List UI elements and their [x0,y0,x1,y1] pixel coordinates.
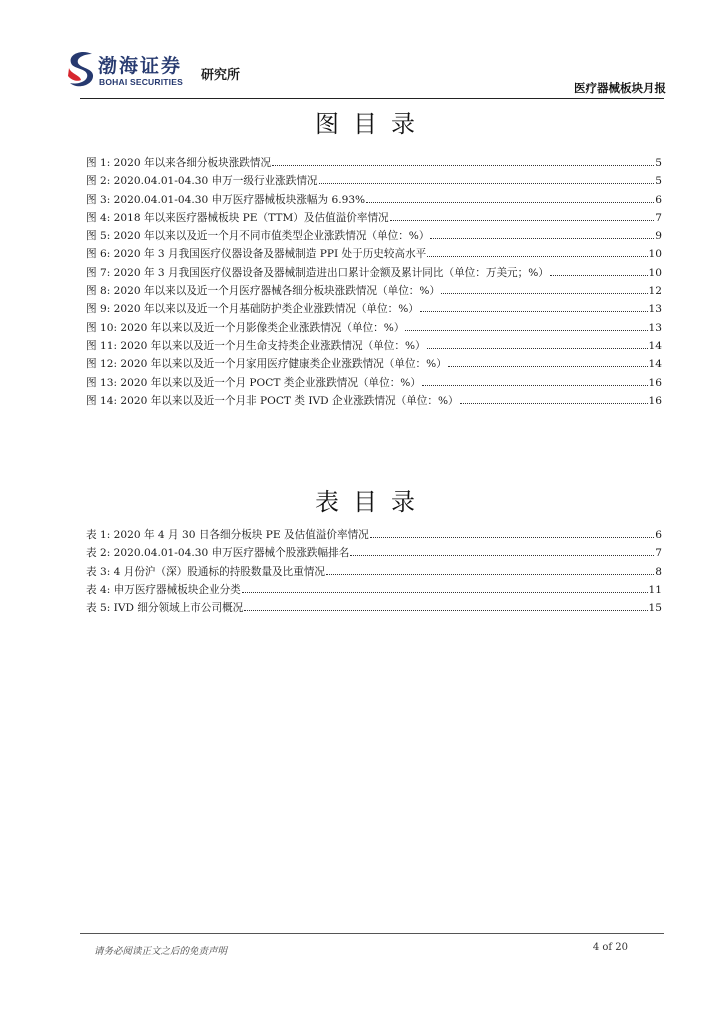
table-entry-page-number: 11 [648,583,662,596]
figure-index-entry[interactable] [86,265,662,283]
figure-entry-label: 图 5: 2020 年以来以及近一个月不同市值类型企业涨跌情况（单位：%） [86,230,430,243]
footer-divider [80,933,664,934]
dot-leader [319,182,655,184]
table-entry-label: 表 2: 2020.04.01-04.30 申万医疗器械个股涨跌幅排名 [86,547,350,560]
dot-leader [550,274,648,276]
figure-index-list [86,155,662,411]
disclaimer-note: 请务必阅读正文之后的免责声明 [94,946,228,957]
dot-leader [326,573,654,575]
figure-index-title: 图目录 [315,110,429,138]
dot-leader [272,164,654,166]
logo-mark-icon [66,50,96,90]
table-index-title: 表目录 [315,488,429,516]
figure-entry-page-number: 13 [648,303,662,316]
figure-entry-label: 图 12: 2020 年以来以及近一个月家用医疗健康类企业涨跌情况（单位：%） [86,358,447,371]
dot-leader [244,609,647,611]
figure-index-entry[interactable] [86,210,662,228]
table-index-list [86,527,662,618]
figure-entry-label: 图 8: 2020 年以来以及近一个月医疗器械各细分板块涨跌情况（单位：%） [86,285,441,298]
table-index-entry[interactable] [86,545,662,563]
figure-index-entry[interactable] [86,246,662,264]
figure-index-entry[interactable] [86,283,662,301]
dot-leader [350,554,654,556]
figure-index-entry[interactable] [86,338,662,356]
dot-leader [370,536,654,538]
figure-entry-page-number: 5 [655,157,662,169]
table-entry-label: 表 5: IVD 细分领域上市公司概况 [86,602,244,615]
company-logo [66,50,256,92]
dot-leader [420,310,648,312]
report-type-label: 医疗器械板块月报 [574,81,666,95]
figure-entry-page-number: 13 [648,321,662,334]
dot-leader [242,591,648,593]
dot-leader [390,219,655,221]
figure-entry-label: 图 7: 2020 年 3 月我国医疗仪器设备及器械制造进出口累计金额及累计同比（单位：万美元；%） [86,266,549,279]
figure-entry-label: 图 3: 2020.04.01-04.30 申万医疗器械板块涨幅为 6.93% [86,193,366,206]
figure-index-entry[interactable] [86,192,662,210]
table-index-entry[interactable] [86,527,662,545]
table-index-entry[interactable] [86,600,662,618]
institute-label: 研究所 [201,68,241,83]
figure-entry-page-number: 10 [648,266,662,279]
table-entry-label: 表 1: 2020 年 4 月 30 日各细分板块 PE 及估值溢价率情况 [86,529,369,541]
figure-entry-label: 图 13: 2020 年以来以及近一个月 POCT 类企业涨跌情况（单位：%） [86,376,421,389]
table-entry-page-number: 8 [655,565,662,578]
figure-entry-label: 图 14: 2020 年以来以及近一个月非 POCT 类 IVD 企业涨跌情况（单位：%） [86,394,459,407]
figure-index-entry[interactable] [86,320,662,338]
table-entry-page-number: 15 [648,602,662,615]
figure-entry-label: 图 1: 2020 年以来各细分板块涨跌情况 [86,157,272,169]
figure-entry-label: 图 11: 2020 年以来以及近一个月生命支持类企业涨跌情况（单位：%） [86,339,426,352]
figure-entry-page-number: 16 [648,376,662,389]
figure-entry-label: 图 4: 2018 年以来医疗器械板块 PE（TTM）及估值溢价率情况 [86,211,389,224]
table-index-entry[interactable] [86,582,662,600]
dot-leader [430,237,654,239]
figure-entry-page-number: 5 [655,175,662,188]
dot-leader [448,365,648,367]
table-entry-page-number: 7 [655,547,662,560]
figure-entry-page-number: 16 [648,394,662,407]
figure-entry-page-number: 12 [648,285,662,298]
page-number: 4 of 20 [592,942,628,953]
table-entry-page-number: 6 [655,529,662,541]
figure-entry-page-number: 9 [655,230,662,243]
dot-leader [422,384,648,386]
dot-leader [427,255,647,257]
dot-leader [441,292,647,294]
header-divider [80,98,664,99]
figure-entry-label: 图 10: 2020 年以来以及近一个月影像类企业涨跌情况（单位：%） [86,321,405,334]
table-entry-label: 表 4: 申万医疗器械板块企业分类 [86,583,241,596]
figure-entry-page-number: 10 [648,248,662,261]
dot-leader [405,329,647,331]
logo-chinese-name: 渤海证券 [98,55,183,77]
figure-entry-page-number: 14 [648,339,662,352]
figure-index-entry[interactable] [86,173,662,191]
logo-english-name: BOHAI SECURITIES [99,77,183,87]
figure-entry-label: 图 6: 2020 年 3 月我国医疗仪器设备及器械制造 PPI 处于历史较高水平 [86,248,427,261]
dot-leader [460,402,648,404]
figure-entry-page-number: 6 [655,193,662,206]
figure-index-entry[interactable] [86,228,662,246]
figure-index-entry[interactable] [86,155,662,173]
dot-leader [427,347,648,349]
table-entry-label: 表 3: 4 月份沪（深）股通标的持股数量及比重情况 [86,565,326,578]
figure-entry-page-number: 7 [655,211,662,224]
table-index-entry[interactable] [86,564,662,582]
figure-index-entry[interactable] [86,393,662,411]
figure-index-entry[interactable] [86,301,662,319]
figure-index-entry[interactable] [86,356,662,374]
dot-leader [366,201,654,203]
figure-entry-label: 图 2: 2020.04.01-04.30 申万一级行业涨跌情况 [86,175,318,188]
figure-entry-label: 图 9: 2020 年以来以及近一个月基础防护类企业涨跌情况（单位：%） [86,303,419,316]
figure-entry-page-number: 14 [648,358,662,371]
figure-index-entry[interactable] [86,375,662,393]
